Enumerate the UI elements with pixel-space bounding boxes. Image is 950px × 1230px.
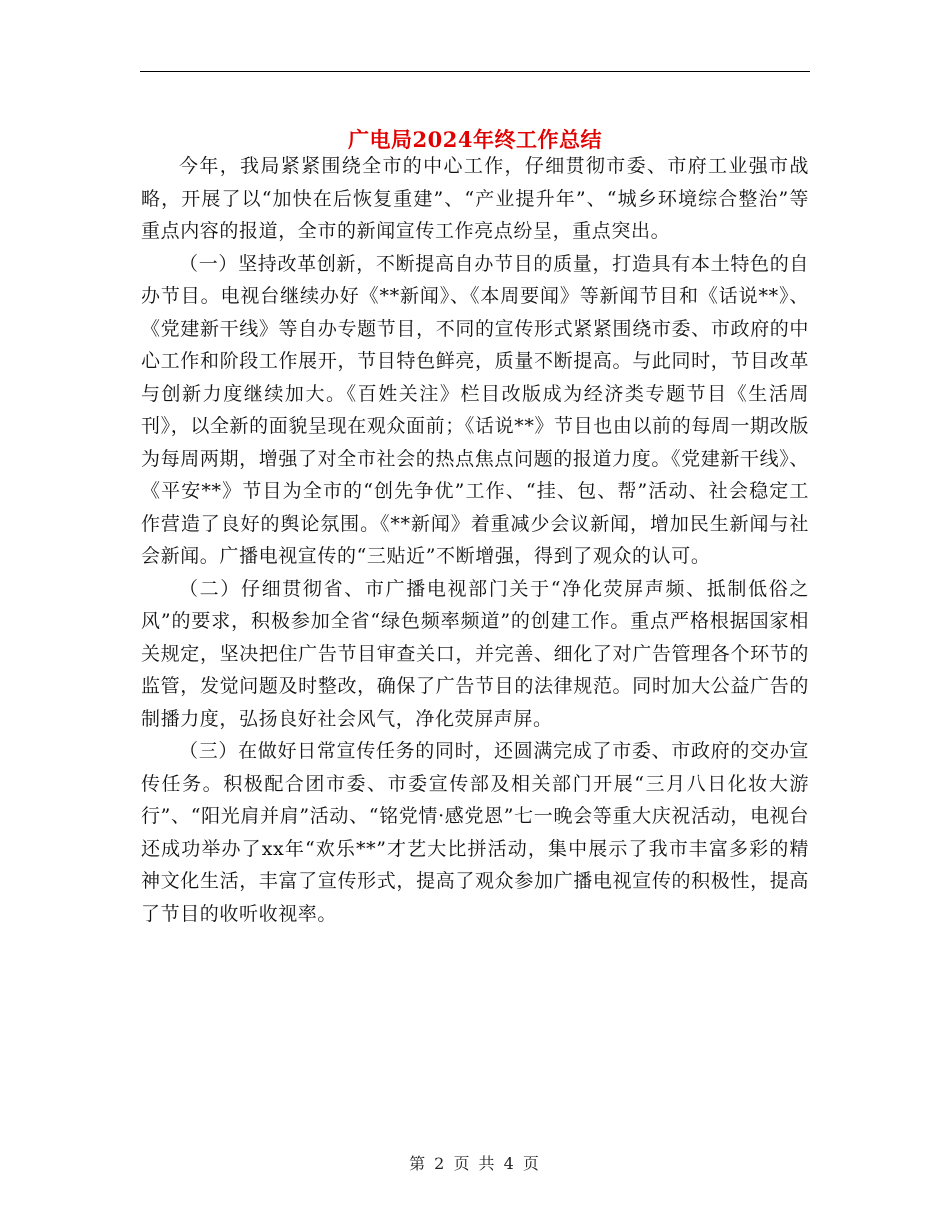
- section-three-paragraph: （三）在做好日常宣传任务的同时，还圆满完成了市委、市政府的交办宣传任务。积极配合团市委、市委宣传部及相关部门开展“三月八日化妆大游行”、“阳光肩并肩”活动、“铭党情·感党恩”七一晚会等重大庆祝活动，电视台还成功举办了xx年“欢乐**”才艺大比拼活动，集中展示了我市丰富多彩的精神文化生活，丰富了宣传形式，提高了观众参加广播电视宣传的积极性，提高了节目的收听收视率。: [141, 740, 809, 925]
- intro-paragraph: 今年，我局紧紧围绕全市的中心工作，仔细贯彻市委、市府工业强市战略，开展了以“加快在后恢复重建”、“产业提升年”、“城乡环境综合整治”等重点内容的报道，全市的新闻宣传工作亮点纷呈，重点突出。: [141, 155, 809, 242]
- section-two-paragraph: （二）仔细贯彻省、市广播电视部门关于“净化荧屏声频、抵制低俗之风”的要求，积极参加全省“绿色频率频道”的创建工作。重点严格根据国家相关规定，坚决把住广告节目审查关口，并完善、细化了对广告管理各个环节的监管，发觉问题及时整改，确保了广告节目的法律规范。同时加大公益广告的制播力度，弘扬良好社会风气，净化荧屏声屏。: [141, 577, 809, 730]
- document-body: [141, 150, 809, 930]
- section-one-paragraph: （一）坚持改革创新，不断提高自办节目的质量，打造具有本土特色的自办节目。电视台继续办好《**新闻》、《本周要闻》等新闻节目和《话说**》、《党建新干线》等自办专题节目，不同的宣传形式紧紧围绕市委、市政府的中心工作和阶段工作展开，节目特色鲜亮，质量不断提高。与此同时，节目改革与创新力度继续加大。《百姓关注》栏目改版成为经济类专题节目《生活周刊》，以全新的面貌呈现在观众面前；《话说**》节目也由以前的每周一期改版为每周两期，增强了对全市社会的热点焦点问题的报道力度。《党建新干线》、《平安**》节目为全市的“创先争优”工作、“挂、包、帮”活动、社会稳定工作营造了良好的舆论氛围。《**新闻》着重减少会议新闻，增加民生新闻与社会新闻。广播电视宣传的“三贴近”不断增强，得到了观众的认可。: [141, 252, 809, 567]
- page-number-footer: 第 2 页 共 4 页: [409, 1154, 541, 1173]
- header-rule: [140, 71, 810, 72]
- document-title: 广电局2024年终工作总结: [348, 127, 602, 153]
